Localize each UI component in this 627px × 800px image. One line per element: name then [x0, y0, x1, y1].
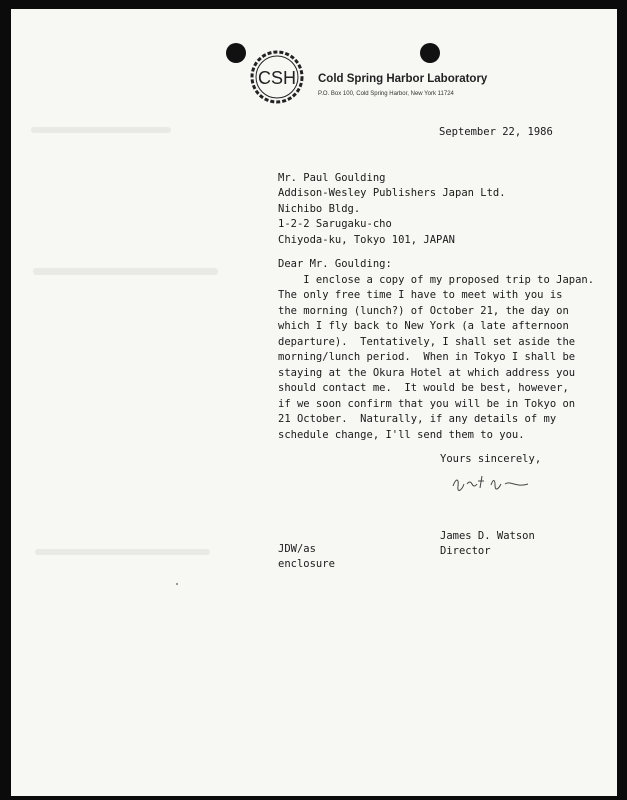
paper-speck	[176, 583, 178, 585]
letter-page	[11, 9, 617, 796]
body-line: 21 October. Naturally, if any details of my	[278, 413, 557, 425]
signer-title: Director	[440, 545, 491, 557]
typist-initials: JDW/as	[278, 543, 316, 555]
body-line: I enclose a copy of my proposed trip to Japan.	[278, 274, 595, 286]
enclosure-note: enclosure	[278, 558, 335, 570]
bleed-through-mark	[35, 549, 210, 555]
signer-name: James D. Watson	[440, 530, 535, 542]
recipient-line: Addison-Wesley Publishers Japan Ltd.	[278, 187, 506, 199]
csh-logo-icon	[248, 48, 306, 106]
punch-hole-right	[420, 43, 440, 63]
recipient-line: Chiyoda-ku, Tokyo 101, JAPAN	[278, 234, 456, 246]
bleed-through-mark	[31, 127, 171, 133]
body-line: if we soon confirm that you will be in Tokyo on	[278, 398, 576, 410]
org-name: Cold Spring Harbor Laboratory	[318, 73, 488, 85]
bleed-through-mark	[33, 268, 218, 275]
body-line: morning/lunch period. When in Tokyo I shall be	[278, 351, 576, 363]
body-line: departure). Tentatively, I shall set aside the	[278, 336, 576, 348]
recipient-line: 1-2-2 Sarugaku-cho	[278, 218, 392, 230]
letter-date: September 22, 1986	[439, 126, 553, 138]
body-line: which I fly back to New York (a late afternoon	[278, 320, 569, 332]
salutation: Dear Mr. Goulding:	[278, 258, 392, 270]
body-line: should contact me. It would be best, however,	[278, 382, 569, 394]
org-address: P.O. Box 100, Cold Spring Harbor, New York 11724	[318, 91, 454, 97]
recipient-line: Nichibo Bldg.	[278, 203, 361, 215]
punch-hole-left	[226, 43, 246, 63]
body-line: staying at the Okura Hotel at which address you	[278, 367, 576, 379]
body-line: schedule change, I'll send them to you.	[278, 429, 525, 441]
body-line: the morning (lunch?) of October 21, the day on	[278, 305, 569, 317]
recipient-line: Mr. Paul Goulding	[278, 172, 386, 184]
closing: Yours sincerely,	[440, 453, 542, 465]
signature-icon	[450, 472, 530, 494]
body-line: The only free time I have to meet with you is	[278, 289, 563, 301]
logo-text: CSH	[257, 68, 297, 88]
